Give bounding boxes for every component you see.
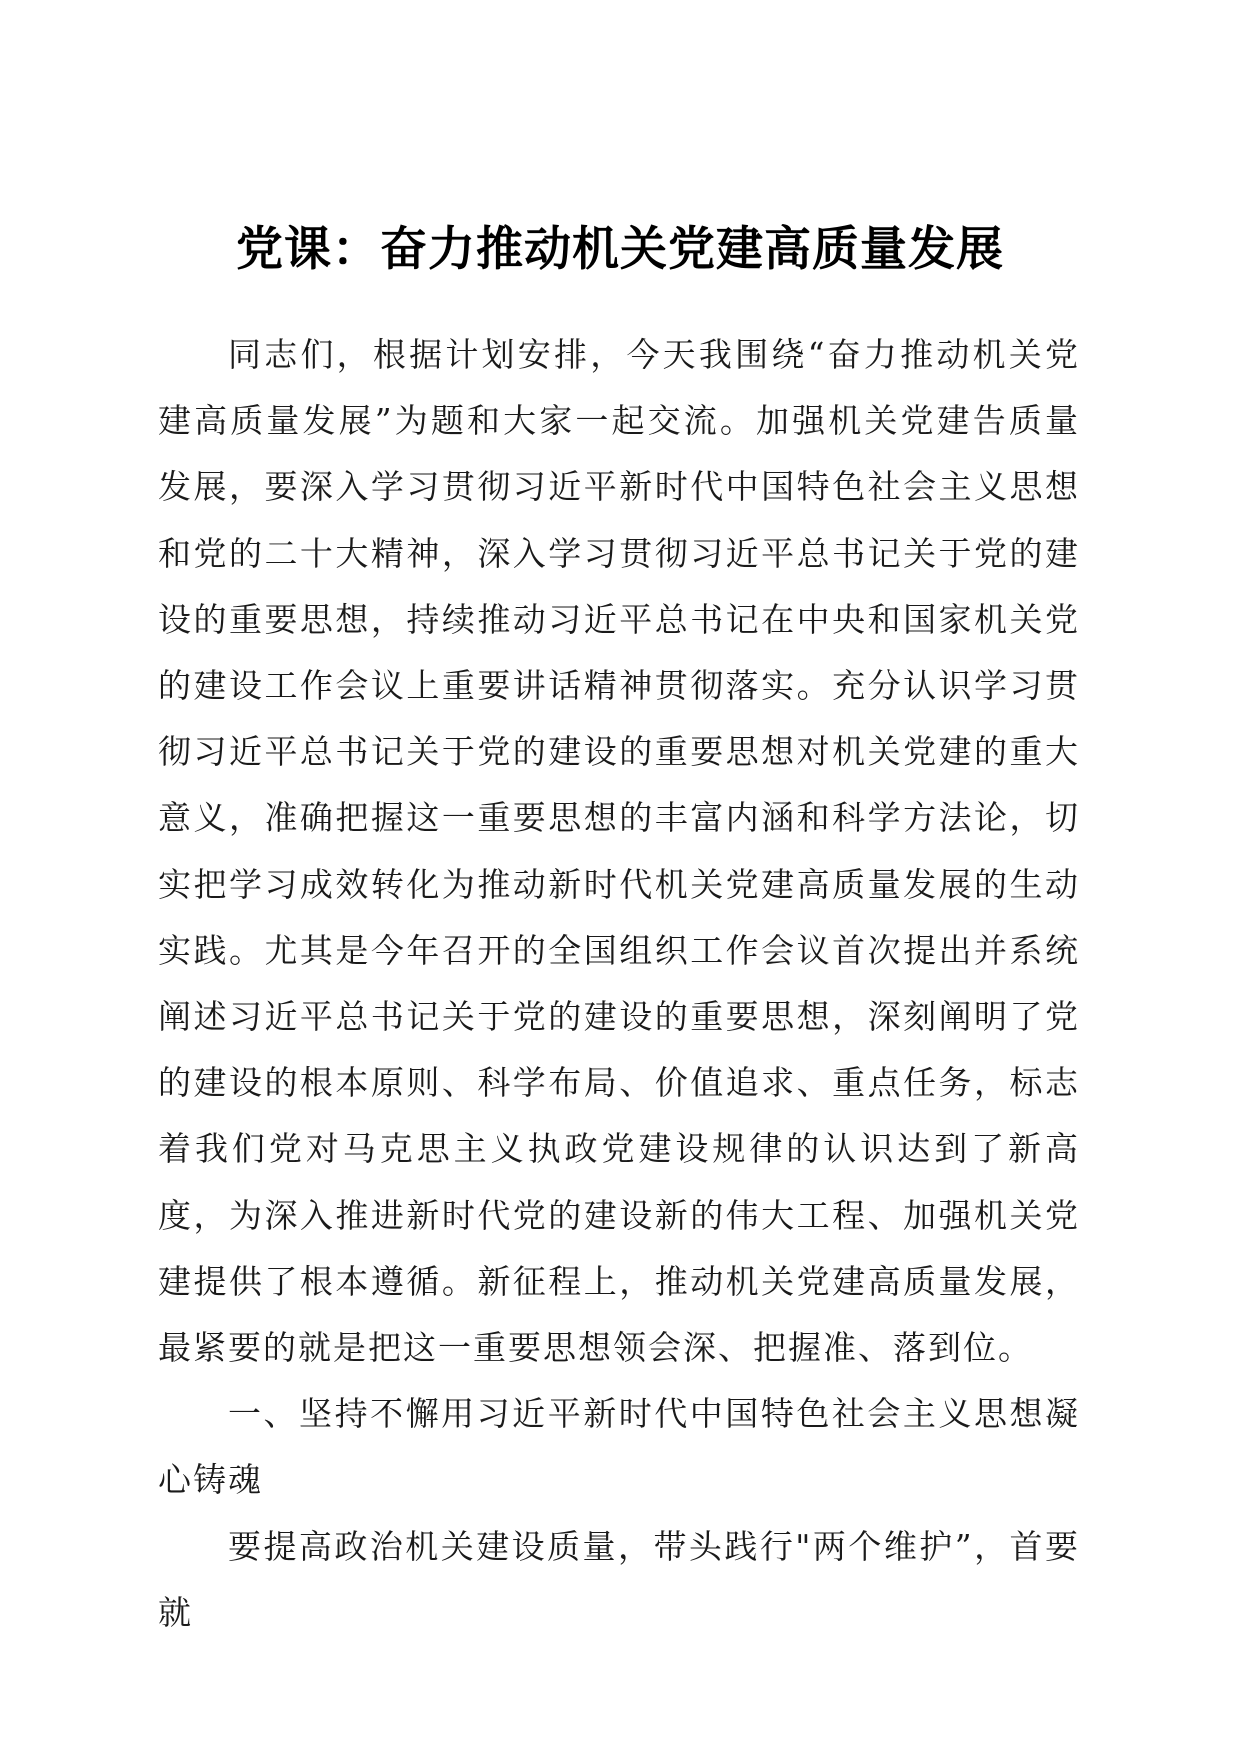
document-body [158,322,1080,1646]
paragraph-section-1: 要提高政治机关建设质量，带头践行"两个维护”，首要就 [158,1526,1080,1632]
section-heading-1: 一、坚持不懈用习近平新时代中国特色社会主义思想凝心铸魂 [158,1394,1080,1500]
document-title: 党课：奋力推动机关党建高质量发展 [236,222,1004,277]
paragraph-intro: 同志们，根据计划安排，今天我围绕“奋力推动机关党建高质量发展”为题和大家一起交流。加强机关党建告质量发展，要深入学习贯彻习近平新时代中国特色社会主义思想和党的二十大精神，深入学习贯彻习近平总书记关于党的建设的重要思想，持续推动习近平总书记在中央和国家机关党的建设工作会议上重要讲话精神贯彻落实。充分认识学习贯彻习近平总书记关于党的建设的重要思想对机关党建的重大意义，准确把握这一重要思想的丰富内涵和科学方法论，切实把学习成效转化为推动新时代机关党建高质量发展的生动实践。尤其是今年召开的全国组织工作会议首次提出并系统阐述习近平总书记关于党的建设的重要思想，深刻阐明了党的建设的根本原则、科学布局、价值追求、重点任务，标志着我们党对马克思主义执政党建设规律的认识达到了新高度，为深入推进新时代党的建设新的伟大工程、加强机关党建提供了根本遵循。新征程上，推动机关党建高质量发展，最紧要的就是把这一重要思想领会深、把握准、落到位。 [158,335,1080,1368]
